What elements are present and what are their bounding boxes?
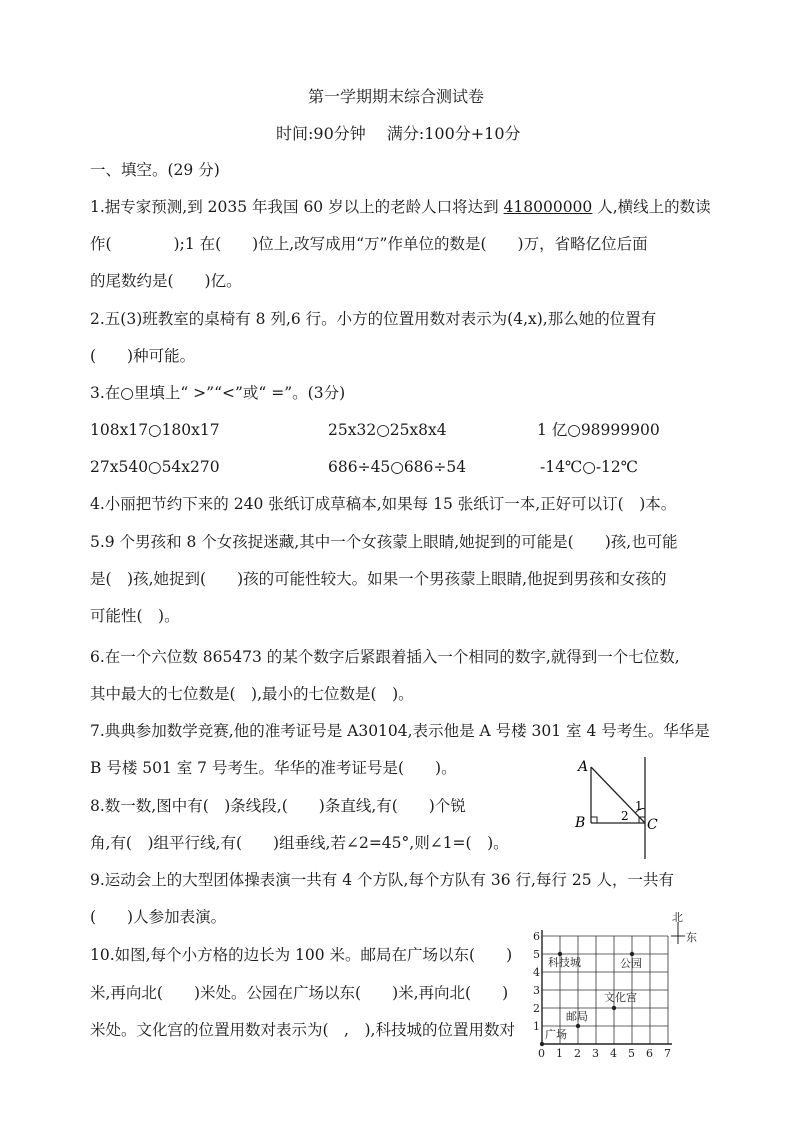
y-tick: 1 xyxy=(533,1020,540,1033)
question-1-line-2: 作( );1 在( )位上,改写成用“万”作单位的数是( )万，省略亿位后面 xyxy=(90,235,648,253)
x-tick: 2 xyxy=(574,1047,581,1058)
y-tick: 3 xyxy=(533,984,540,997)
place-keji: 科技城 xyxy=(548,956,581,969)
question-4: 4.小丽把节约下来的 240 张纸订成草稿本,如果每 15 张纸订一本,正好可以订( )本。 xyxy=(90,495,677,513)
x-tick: 7 xyxy=(664,1047,671,1058)
location-map xyxy=(528,908,708,1058)
question-3-heading: 3.在○里填上“ >”“<”或“ =”。(3分) xyxy=(90,384,346,402)
point-post xyxy=(576,1024,580,1028)
y-tick: 4 xyxy=(533,966,540,979)
question-10-line-3: 米处。文化宫的位置用数对表示为( , ),科技城的位置用数对 xyxy=(90,1021,515,1039)
label-a: A xyxy=(578,759,589,775)
compass-north: 北 xyxy=(672,911,683,924)
x-tick: 4 xyxy=(610,1047,617,1058)
label-c: C xyxy=(647,817,658,833)
comparison-item: 686÷45○686÷54 xyxy=(328,458,467,476)
question-2-line-1: 2.五(3)班教室的桌椅有 8 列,6 行。小方的位置用数对表示为(4,x),那么她的位置有 xyxy=(90,310,657,328)
page-title: 第一学期期末综合测试卷 xyxy=(308,87,485,106)
y-tick: 6 xyxy=(533,930,540,943)
x-tick: 5 xyxy=(628,1047,635,1058)
angle-figure xyxy=(565,755,665,865)
q1-text-b: 人,横线上的数读 xyxy=(592,198,711,216)
comparison-item: -14℃○-12℃ xyxy=(540,458,639,476)
label-2: 2 xyxy=(621,809,629,823)
place-park: 公园 xyxy=(620,957,642,970)
place-culture: 文化宫 xyxy=(604,991,637,1004)
place-post: 邮局 xyxy=(566,1010,588,1023)
point-square xyxy=(540,1042,544,1046)
point-park xyxy=(630,952,634,956)
q1-text-a: 1.据专家预测,到 2035 年我国 60 岁以上的老龄人口将达到 xyxy=(90,198,504,216)
x-tick: 6 xyxy=(646,1047,653,1058)
question-6-line-1: 6.在一个六位数 865473 的某个数字后紧跟着插入一个相同的数字,就得到一个七位数, xyxy=(90,648,680,666)
right-angle-mark-b xyxy=(591,817,597,823)
compass-icon xyxy=(671,922,685,944)
question-10-line-1: 10.如图,每个小方格的边长为 100 米。邮局在广场以东( ) xyxy=(90,946,513,964)
question-1-line-1 xyxy=(90,197,711,217)
x-tick: 0 xyxy=(538,1047,545,1058)
segment-ac xyxy=(591,767,645,823)
question-7-line-1: 7.典典参加数学竞赛,他的准考证号是 A30104,表示他是 A 号楼 301 室 4 号考生。华华是 xyxy=(90,722,710,740)
place-square: 广场 xyxy=(545,1028,567,1041)
question-1-line-3: 的尾数约是( )亿。 xyxy=(90,272,242,290)
comparison-item: 1 亿○98999900 xyxy=(537,421,660,439)
comparison-item: 25x32○25x8x4 xyxy=(328,421,447,439)
question-5-line-3: 可能性( )。 xyxy=(90,607,180,625)
question-5-line-2: 是( )孩,她捉到( )孩的可能性较大。如果一个男孩蒙上眼睛,他捉到男孩和女孩的 xyxy=(90,570,667,588)
question-9-line-2: ( )人参加表演。 xyxy=(90,908,227,926)
x-tick: 3 xyxy=(592,1047,599,1058)
question-8-line-1: 8.数一数,图中有( )条线段,( )条直线,有( )个锐 xyxy=(90,797,466,815)
question-5-line-1: 5.9 个男孩和 8 个女孩捉迷藏,其中一个女孩蒙上眼睛,她捉到的可能是( )孩,也可能 xyxy=(90,533,678,551)
label-1: 1 xyxy=(635,799,643,813)
y-tick: 2 xyxy=(533,1002,540,1015)
question-9-line-1: 9.运动会上的大型团体操表演一共有 4 个方队,每个方队有 36 行,每行 25 人，一共有 xyxy=(90,871,675,889)
x-tick: 1 xyxy=(556,1047,563,1058)
question-7-line-2: B 号楼 501 室 7 号考生。华华的准考证号是( )。 xyxy=(90,759,457,777)
comparison-item: 108x17○180x17 xyxy=(90,421,220,439)
label-b: B xyxy=(575,815,586,831)
comparison-item: 27x540○54x270 xyxy=(90,458,220,476)
q1-underlined-number: 418000000 xyxy=(503,198,593,216)
y-tick: 5 xyxy=(533,948,540,961)
question-8-line-2: 角,有( )组平行线,有( )组垂线,若∠2=45°,则∠1=( )。 xyxy=(90,834,509,852)
question-10-line-2: 米,再向北( )米处。公园在广场以东( )米,再向北( ) xyxy=(90,984,509,1002)
compass-east: 东 xyxy=(686,931,697,944)
question-6-line-2: 其中最大的七位数是( ),最小的七位数是( )。 xyxy=(90,685,414,703)
section-heading: 一、填空。(29 分) xyxy=(90,161,220,179)
question-2-line-2: ( )种可能。 xyxy=(90,347,196,365)
page-subtitle: 时间:90分钟 满分:100分+10分 xyxy=(276,124,521,143)
point-culture xyxy=(612,1006,616,1010)
